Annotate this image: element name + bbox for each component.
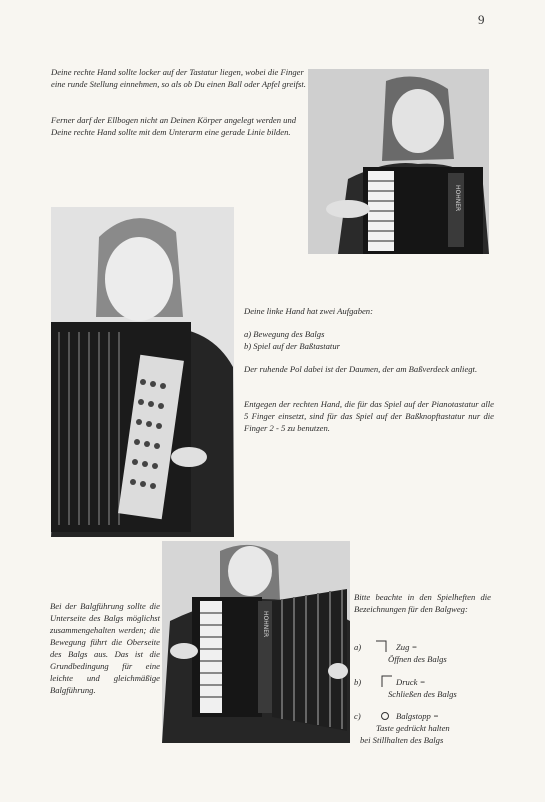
photo-girl-right-hand-drawing (308, 69, 489, 254)
middle-paragraph-intro: Deine linke Hand hat zwei Aufgaben: (244, 306, 373, 316)
legend-desc-stop: Taste gedrückt halten (376, 723, 450, 733)
legend-label-a: a) (354, 642, 362, 652)
bellows-pleats (59, 332, 119, 525)
legend-item-push (354, 676, 494, 700)
photo-girl-bellows (162, 541, 350, 743)
photo-girl-left-hand (51, 207, 234, 537)
middle-paragraph-fingers: Entgegen der rechten Hand, die für das Spiel auf der Pianotastatur alle 5 Finger einsetzt, sind für das Spiel auf der Baßknopftastatur nur die Finger 2 - 5 zu benutzen. (244, 399, 494, 433)
legend-item-stop (354, 710, 494, 746)
legend-name-push: Druck = (396, 677, 426, 687)
bellows-legend-intro: Bitte beachte in den Spielheften die Bezeichnungen für den Balgweg: (354, 592, 491, 614)
photo-girl-left-hand-drawing (51, 207, 234, 537)
photo1-badge: HOHNER (454, 185, 461, 212)
legend-desc-pull: Öffnen des Balgs (388, 654, 447, 664)
photo3-badge: HOHNER (262, 611, 269, 638)
legend-item-pull (354, 641, 494, 665)
middle-list-b: b) Spiel auf der Baßtastatur (244, 341, 340, 351)
photo-girl-bellows-drawing (162, 541, 350, 743)
legend-desc2-stop: bei Stillhalten des Balgs (360, 735, 444, 745)
top-paragraph-2: Ferner darf der Ellbogen nicht an Deinen Körper angelegt werden und Deine rechte Hand sollte mit dem Unterarm eine gerade Linie bilden. (51, 115, 297, 137)
top-paragraph-1: Deine rechte Hand sollte locker auf der Tastatur liegen, wobei die Finger eine runde Stellung einnehmen, so als ob Du einen Ball oder Apfel greifst. (51, 67, 306, 89)
legend-desc-push: Schließen des Balgs (388, 689, 457, 699)
bottom-keyboard-keys (200, 601, 222, 713)
legend-label-c: c) (354, 711, 361, 721)
stop-symbol-icon (380, 711, 390, 721)
legend-name-stop: Balgstopp = (396, 711, 439, 721)
middle-list-a: a) Bewegung des Balgs (244, 329, 325, 339)
right-keyboard-keys (368, 171, 394, 251)
bellows-guidance-paragraph: Bei der Balgführung sollte die Unterseite des Balgs möglichst zusammengehalten werden; die Bewegung führt die Oberseite des Balgs aus. Das ist die Grundbedingung für eine leichte und gleichmäßige Balgführung. (50, 601, 160, 695)
legend-label-b: b) (354, 677, 362, 687)
legend-name-pull: Zug = (396, 642, 418, 652)
expanded-bellows (272, 589, 347, 731)
push-symbol-icon (380, 674, 394, 688)
page-number: 9 (478, 12, 485, 27)
middle-paragraph-thumb: Der ruhende Pol dabei ist der Daumen, der am Baßverdeck anliegt. (244, 364, 478, 374)
pull-symbol-icon (374, 639, 388, 653)
photo-girl-right-hand (308, 69, 489, 254)
